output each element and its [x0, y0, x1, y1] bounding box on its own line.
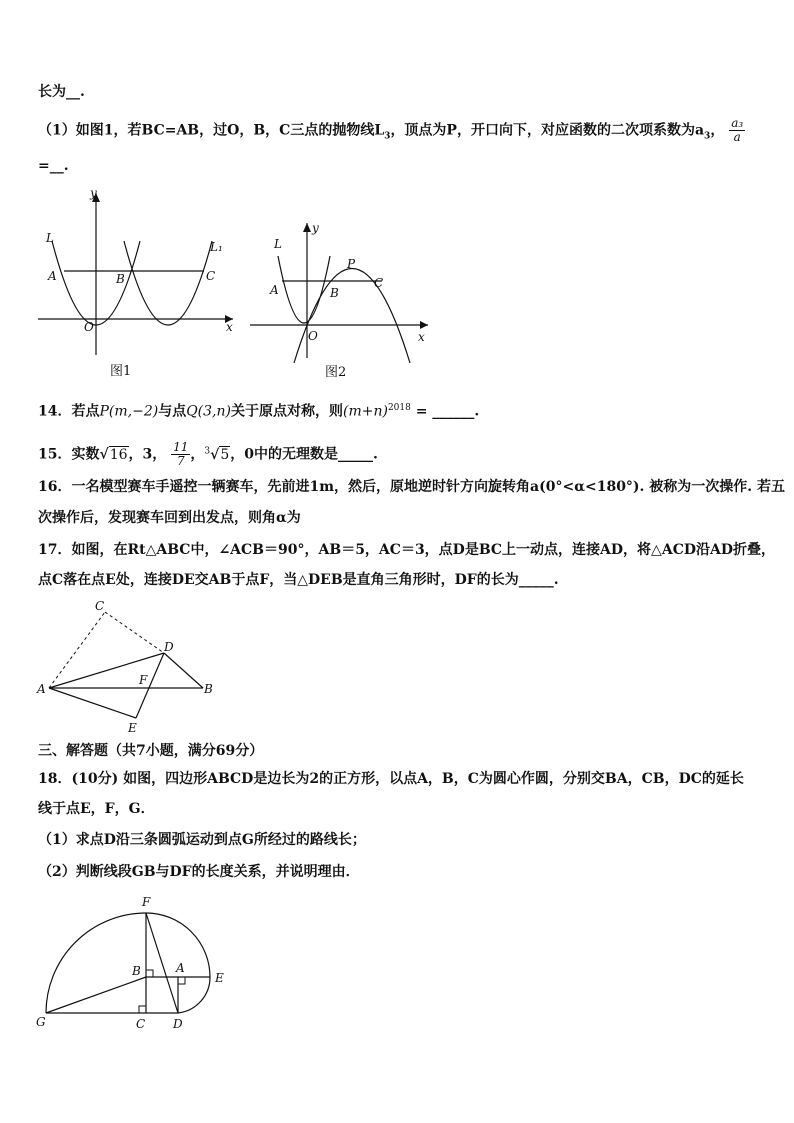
q13-frac-den: a — [733, 130, 741, 144]
q14-p-point: P(m,−2) — [99, 403, 159, 420]
fig4-label-C: C — [136, 1017, 146, 1031]
figure-4 — [30, 892, 240, 1032]
fig4-right-angle-B — [146, 970, 153, 977]
q16-line2: 次操作后，发现赛车回到出发点，则角α为 — [38, 510, 301, 526]
fig1-parabola-L1 — [124, 241, 212, 325]
fig1-label-C: C — [206, 269, 216, 283]
fig4-segment-FD — [146, 913, 178, 1013]
fig3-segment-AC — [49, 612, 105, 688]
fig3-label-C: C — [95, 599, 105, 613]
q15-sqrt16-radicand: 16 — [109, 446, 128, 463]
q14-exponent: 2018 — [387, 403, 411, 413]
q13-sub3b: 3 — [704, 131, 711, 142]
fig4-label-D: D — [173, 1017, 183, 1031]
fig2-y-arrow — [303, 223, 311, 232]
fig2-label-C: C — [374, 276, 384, 290]
q18-part1: （1）求点D沿三条圆弧运动到点G所经过的路线长； — [38, 832, 366, 848]
q15-cbrt5: $^3$√5 — [204, 446, 230, 463]
q15-frac-num: 11 — [173, 440, 189, 455]
q15-fraction — [171, 441, 190, 468]
fig1-label-L1: L₁ — [210, 240, 223, 254]
q15-cbrt-radicand: 5 — [220, 446, 230, 463]
fig1-label-x: x — [226, 320, 233, 334]
q18-line2: 线于点E，F，G． — [38, 801, 155, 817]
fig4-label-F: F — [142, 895, 151, 909]
fig2-label-O: O — [308, 329, 318, 343]
q14-mid: 与点 — [158, 403, 187, 420]
fig1-label-A: A — [48, 269, 57, 283]
q13-sub3: 3 — [384, 131, 391, 142]
q18-part2: （2）判断线段GB与DF的长度关系，并说明理由． — [38, 864, 360, 880]
fig4-label-G: G — [36, 1015, 46, 1029]
fig4-right-angle-C — [139, 1006, 146, 1013]
q13-part1-end: =__. — [38, 158, 69, 174]
q14-cond: 关于原点对称，则 — [230, 403, 343, 420]
q15-frac-den: 7 — [176, 454, 185, 469]
q13-frac-num: a₃ — [731, 116, 744, 130]
q18-line1: 18．(10分) 如图，四边形ABCD是边长为2的正方形，以点A，B，C为圆心作圆，分别交BA，CB，DC的延长 — [38, 771, 744, 787]
section-3-heading: 三、解答题（共7小题，满分69分） — [38, 743, 264, 759]
fig2-caption: 图2 — [325, 365, 347, 380]
fig4-label-B: B — [132, 964, 141, 978]
q13-part1-b: ，顶点为P，开口向下，对应函数的二次项系数为a — [390, 122, 705, 139]
q14-prefix: 14．若点 — [38, 403, 100, 420]
fig3-label-A: A — [37, 682, 46, 696]
fig1-caption: 图1 — [110, 364, 132, 379]
q15: 15．实数√16，3， $\frac{11}{7}$ ，$^3$√5，0中的无理数是_____. — [38, 440, 378, 469]
q15-sqrt16: √16 — [99, 446, 128, 463]
q14 — [38, 398, 479, 422]
fig2-x-arrow — [420, 321, 428, 329]
q17-line2: 点C落在点E处，连接DE交AB于点F，当△DEB是直角三角形时，DF的长为_____. — [38, 572, 559, 588]
fig4-arc-ED — [178, 977, 210, 1013]
fig3-segment-CD — [105, 612, 164, 653]
fig4-right-angle-A — [178, 977, 185, 984]
q14-suffix: = ______. — [410, 403, 480, 420]
fig4-label-A: A — [176, 961, 185, 975]
fig1-label-B: B — [116, 272, 125, 286]
q16-line1: 16．一名模型赛车手遥控一辆赛车，先前进1m，然后，原地逆时针方向旋转角a(0°<α<180°). 被称为一次操作. 若五 — [38, 479, 786, 495]
fig2-label-A: A — [270, 283, 279, 297]
fig2-label-P: P — [347, 257, 356, 271]
fig2-label-x: x — [418, 330, 425, 344]
q13-part1-a: （1）如图1，若BC=AB，过O，B，C三点的抛物线L — [38, 122, 385, 139]
q17-line1: 17．如图，在Rt△ABC中，∠ACB＝90°，AB＝5，AC＝3，点D是BC上一动点，连接AD，将△ACD沿AD折叠， — [38, 542, 775, 558]
q15-suffix: ，0中的无理数是_____. — [230, 446, 378, 463]
fig4-arc-GF — [46, 913, 146, 1013]
q13-tail: 长为__. — [38, 84, 85, 100]
figure-1 — [38, 185, 238, 380]
fig3-label-E: E — [128, 721, 137, 735]
q15-cbrt-index: 3 — [204, 446, 211, 456]
fig2-label-L: L — [274, 237, 282, 251]
fig2-label-y: y — [312, 221, 319, 235]
figure-2 — [250, 218, 440, 383]
fig4-label-E: E — [215, 971, 224, 985]
q14-q-point: Q(3,n) — [186, 403, 231, 420]
fig1-label-y: y — [90, 186, 97, 200]
fig2-parabola-L — [278, 256, 330, 323]
fig4-segment-GB — [46, 977, 146, 1013]
fig3-label-B: B — [204, 682, 213, 696]
figure-3 — [36, 596, 221, 738]
q13-part1-c: ， — [710, 122, 725, 139]
q15-prefix: 15．实数 — [38, 446, 100, 463]
q13-part1 — [38, 117, 745, 146]
fig2-label-B: B — [330, 286, 339, 300]
fig3-segment-AE — [49, 688, 136, 718]
fig3-label-F: F — [139, 673, 148, 687]
fig1-label-O: O — [84, 320, 94, 334]
fig3-segment-DB — [164, 653, 203, 688]
q14-expr: (m+n) — [342, 403, 388, 420]
q13-fraction — [729, 117, 745, 144]
fig2-parabola-L3 — [294, 269, 410, 364]
q15-three: ，3， — [128, 446, 167, 463]
fig1-label-L: L — [46, 231, 54, 245]
fig3-label-D: D — [164, 640, 174, 654]
